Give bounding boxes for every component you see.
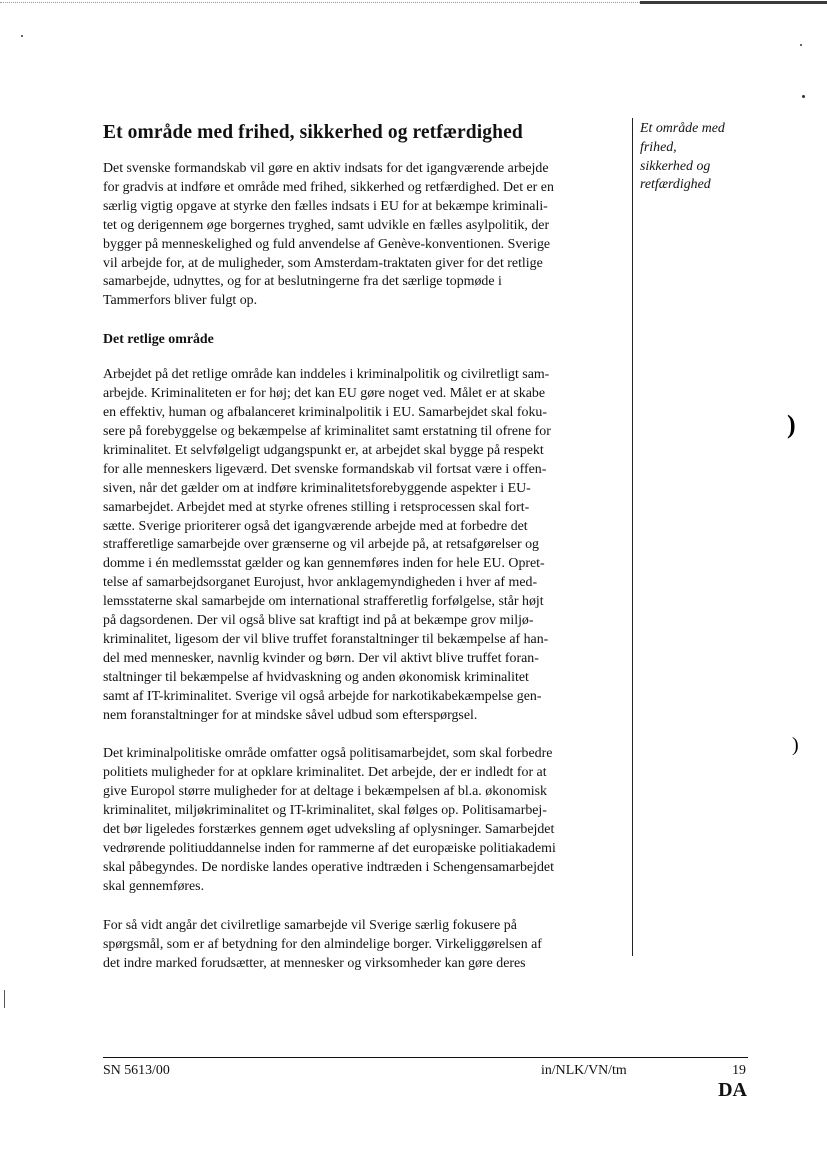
main-text-column: [103, 120, 623, 973]
scan-edge-mark: [4, 990, 5, 1008]
text-line: spørgsmål, som er af betydning for den almindelige borger. Virkeliggørelsen af: [103, 936, 542, 952]
text-line: For så vidt angår det civilretlige samarbejde vil Sverige særlig fokusere på: [103, 917, 517, 933]
text-line: på dagsordenen. Der vil også blive sat kraftigt ind på at bekæmpe grov miljø-: [103, 613, 534, 629]
text-line: særlig vigtig opgave at styrke den fælles indsats i EU for at bekæmpe kriminali-: [103, 198, 548, 214]
text-line: strafferetlige samarbejde over grænserne og vil arbejde på, at retsafgørelser og: [103, 537, 539, 553]
text-line: Tammerfors bliver fulgt op.: [103, 293, 258, 309]
text-line: en effektiv, human og afbalanceret kriminalpolitik i EU. Samarbejdet skal foku-: [103, 405, 547, 421]
margin-note: [640, 120, 770, 195]
text-line: Det kriminalpolitiske område omfatter også politisamarbejdet, som skal forbedre: [103, 746, 553, 762]
scan-speck: [800, 44, 802, 46]
margin-note-line: frihed,: [640, 139, 677, 155]
binding-bracket-mark: ): [792, 734, 799, 756]
margin-note-line: sikkerhed og: [640, 158, 711, 174]
footer-document-ref: SN 5613/00: [103, 1063, 170, 1078]
margin-note-line: retfærdighed: [640, 177, 711, 193]
text-line: det indre marked forudsætter, at mennesker og virksomheder kan gøre deres: [103, 955, 526, 971]
text-line: tet og derigennem øge borgernes tryghed, samt udvikle en fælles asylpolitik, der: [103, 217, 550, 233]
scan-speck: [802, 95, 805, 98]
scan-speck: [21, 35, 23, 37]
text-line: give Europol større muligheder for at deltage i bekæmpelsen af bl.a. økonomisk: [103, 784, 547, 800]
margin-note-line: Et område med: [640, 121, 725, 136]
text-line: politiets muligheder for at opklare kriminalitet. Det arbejde, der er indledt for at: [103, 765, 547, 781]
language-code: DA: [718, 1079, 747, 1101]
text-line: sætte. Sverige prioriterer også det igangværende arbejde med at forbedre det: [103, 518, 528, 534]
text-line: del med mennesker, navnlig kvinder og børn. Der vil aktivt blive truffet foran-: [103, 650, 539, 666]
text-line: kriminalitet, ligesom der vil blive truffet foranstaltninger til bekæmpelse af han-: [103, 631, 549, 647]
text-line: samt af IT-kriminalitet. Sverige vil også arbejde for narkotikabekæmpelse gen-: [103, 688, 542, 704]
page-title: Et område med frihed, sikkerhed og retfærdighed: [103, 122, 523, 143]
text-line: domme i én medlemsstat gælder og kan gennemføres inden for hele EU. Opret-: [103, 556, 545, 572]
text-line: staltninger til bekæmpelse af hvidvaskning og anden økonomisk kriminalitet: [103, 669, 529, 685]
text-line: skal påbegyndes. De nordiske landes operative indtræden i Schengensamarbejdet: [103, 859, 554, 875]
text-line: arbejde. Kriminaliteten er for høj; det kan EU gøre noget ved. Målet er at skabe: [103, 386, 546, 402]
text-line: vedrørende politiuddannelse inden for rammerne af det europæiske politiakademi: [103, 841, 556, 856]
text-line: vil arbejde for, at de muligheder, som Amsterdam-traktaten giver for det retlige: [103, 255, 543, 271]
text-line: Det svenske formandskab vil gøre en aktiv indsats for det igangværende arbejde: [103, 161, 549, 176]
text-line: bygger på menneskelighed og fuld anvendelse af Genève-konventionen. Sverige: [103, 236, 551, 252]
text-line: kriminalitet, miljøkriminalitet og IT-kriminalitet, skal følges op. Politisamarbej-: [103, 803, 547, 819]
margin-divider: [632, 118, 633, 956]
text-line: lemsstaterne skal samarbejde om international strafferetlig forfølgelse, står højt: [103, 594, 544, 610]
text-line: Arbejdet på det retlige område kan inddeles i kriminalpolitik og civilretligt sam-: [103, 367, 550, 383]
text-line: det bør ligeledes forstærkes gennem øget udveksling af oplysninger. Samarbejdet: [103, 822, 555, 838]
top-scan-edge-dark: [640, 1, 827, 4]
binding-bracket-mark: ): [787, 410, 796, 439]
footer-code: in/NLK/VN/tm: [541, 1063, 627, 1078]
text-line: skal gennemføres.: [103, 878, 205, 894]
text-line: for gradvis at indføre et område med frihed, sikkerhed og retfærdighed. Det er en: [103, 179, 554, 195]
text-line: samarbejdet. Arbejdet med at styrke ofrenes stilling i retsprocessen skal fort-: [103, 499, 530, 515]
text-line: telse af samarbejdsorganet Eurojust, hvor anklagemyndigheden i hver af med-: [103, 575, 538, 591]
intro-paragraph: [103, 160, 623, 311]
text-line: nem foranstaltninger for at mindske såvel udbud som efterspørgsel.: [103, 707, 478, 723]
text-line: samarbejde, udnyttes, og for at beslutningerne fra det særlige topmøde i: [103, 274, 502, 290]
judicial-paragraph: [103, 366, 623, 725]
text-line: siven, når det gælder om at indføre kriminalitetsforebyggende aspekter i EU-: [103, 480, 531, 496]
text-line: kriminalitet. Et selvfølgeligt udgangspunkt er, at arbejdet skal bygge på respekt: [103, 442, 544, 458]
section-heading: Det retlige område: [103, 332, 214, 348]
text-line: for alle menneskers ligeværd. Det svenske formandskab vil fortsat være i offen-: [103, 461, 547, 477]
civil-paragraph: [103, 917, 623, 974]
footer-divider: [103, 1057, 748, 1058]
text-line: sere på forebyggelse og bekæmpelse af kriminalitet samt erstatning til ofrene for: [103, 423, 551, 439]
police-paragraph: [103, 745, 623, 896]
page-number: 19: [732, 1063, 746, 1078]
top-scan-edge: [0, 2, 640, 3]
